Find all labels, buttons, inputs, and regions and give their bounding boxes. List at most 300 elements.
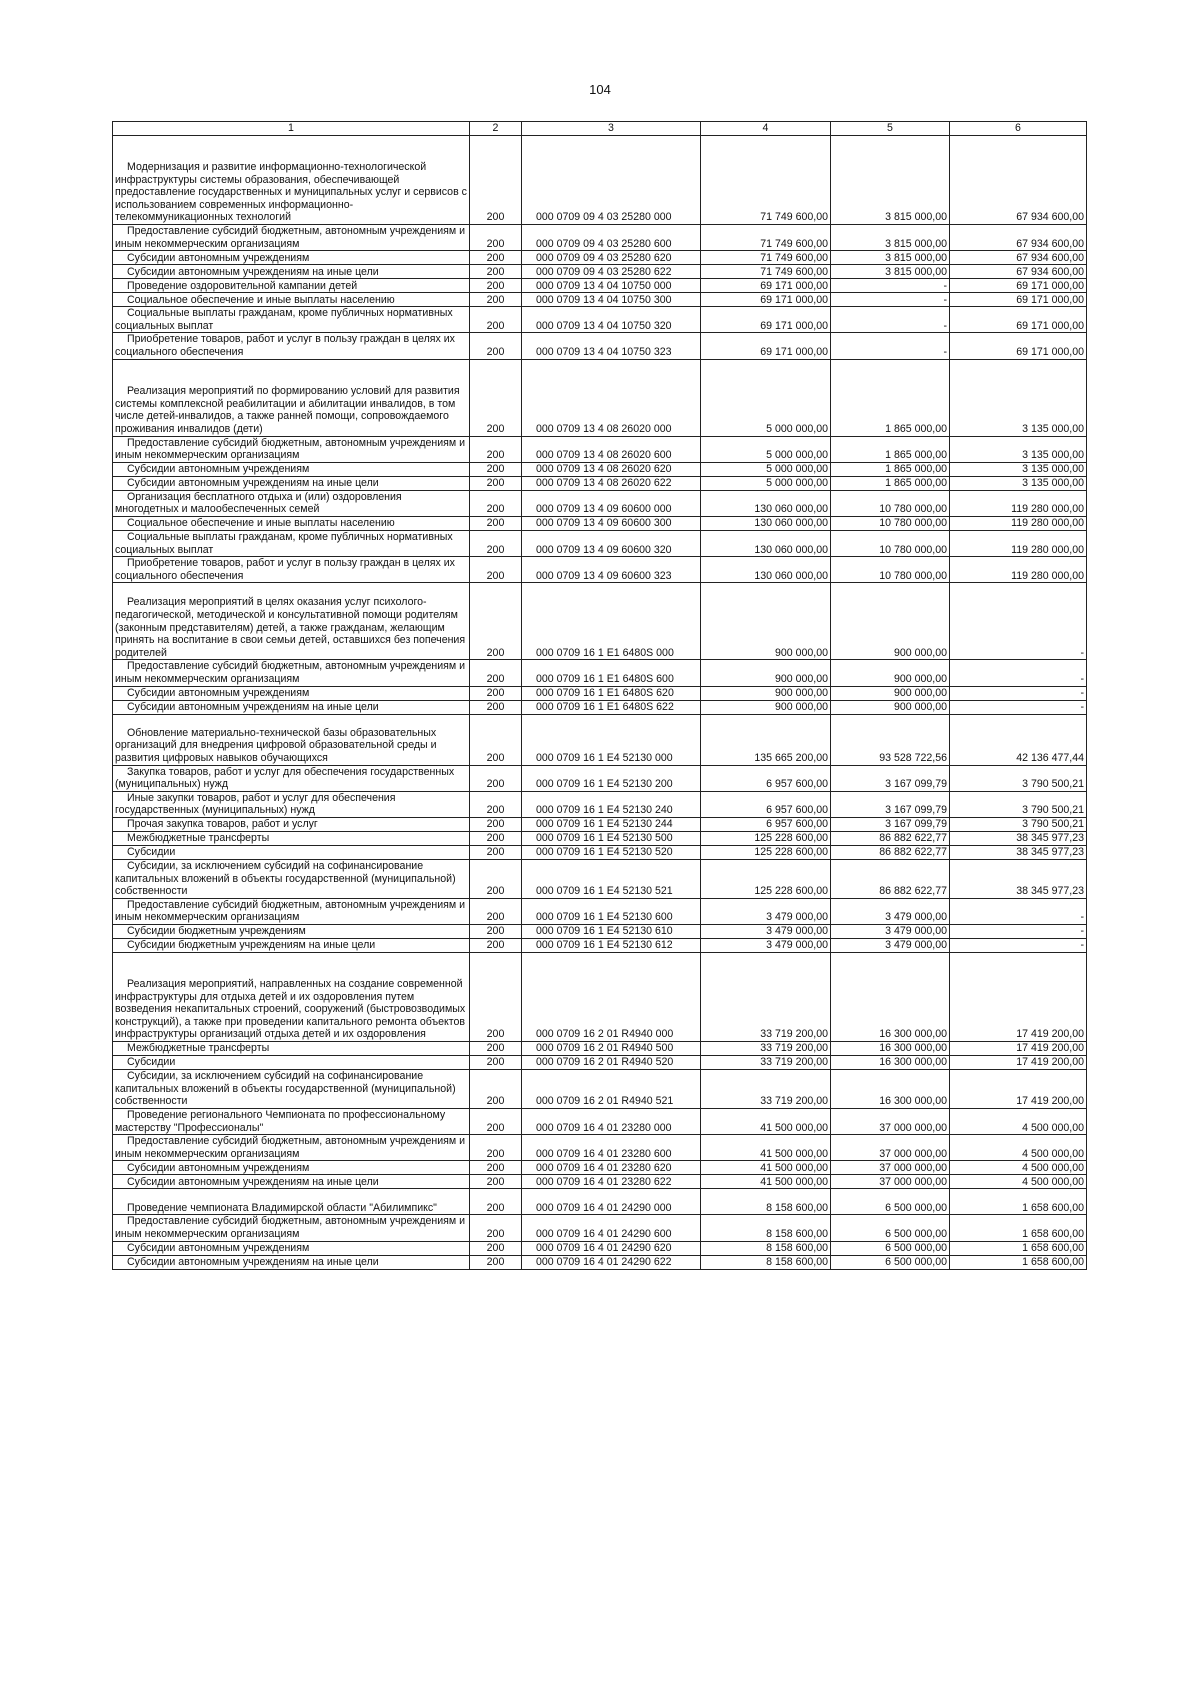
row-name-cell (113, 939, 470, 953)
row-name-cell (113, 1255, 470, 1269)
row-kbk-cell: 000 0709 16 2 01 R4940 521 (522, 1070, 701, 1109)
row-name-cell (113, 1056, 470, 1070)
table-row (113, 898, 1087, 924)
row-remainder-cell: - (950, 700, 1087, 714)
row-executed-cell: 1 865 000,00 (831, 462, 950, 476)
row-plan-cell: 135 665 200,00 (701, 714, 831, 765)
row-code-cell: 200 (470, 700, 522, 714)
row-executed-cell: 3 479 000,00 (831, 898, 950, 924)
row-name-text: Субсидии бюджетным учреждениям на иные цели (127, 939, 376, 952)
row-code-cell: 200 (470, 333, 522, 359)
table-row (113, 293, 1087, 307)
row-plan-cell: 125 228 600,00 (701, 845, 831, 859)
row-plan-cell: 5 000 000,00 (701, 476, 831, 490)
table-row (113, 845, 1087, 859)
row-name-cell (113, 953, 470, 1042)
row-name-cell (113, 1215, 470, 1241)
row-executed-cell: 3 479 000,00 (831, 939, 950, 953)
row-name-cell (113, 859, 470, 898)
table-row (113, 700, 1087, 714)
row-kbk-cell: 000 0709 16 2 01 R4940 520 (522, 1056, 701, 1070)
table-row (113, 307, 1087, 333)
row-kbk-cell: 000 0709 16 4 01 23280 620 (522, 1161, 701, 1175)
table-row (113, 925, 1087, 939)
row-code-cell: 200 (470, 925, 522, 939)
row-name-text: Субсидии бюджетным учреждениям (127, 925, 306, 938)
table-row (113, 1215, 1087, 1241)
row-code-cell: 200 (470, 225, 522, 251)
row-code-cell: 200 (470, 660, 522, 686)
row-remainder-cell: 17 419 200,00 (950, 1056, 1087, 1070)
row-remainder-cell: 1 658 600,00 (950, 1215, 1087, 1241)
row-executed-cell: 900 000,00 (831, 700, 950, 714)
row-kbk-cell: 000 0709 16 1 E4 52130 520 (522, 845, 701, 859)
row-remainder-cell: 67 934 600,00 (950, 136, 1087, 225)
row-kbk-cell: 000 0709 16 2 01 R4940 000 (522, 953, 701, 1042)
table-row (113, 1042, 1087, 1056)
row-plan-cell: 6 957 600,00 (701, 765, 831, 791)
row-name-cell (113, 898, 470, 924)
row-kbk-cell: 000 0709 16 1 E4 52130 610 (522, 925, 701, 939)
row-name-text: Приобретение товаров, работ и услуг в пользу граждан в целях их социального обеспечения (115, 557, 455, 582)
row-code-cell: 200 (470, 251, 522, 265)
row-kbk-cell: 000 0709 16 4 01 24290 600 (522, 1215, 701, 1241)
row-name-cell (113, 462, 470, 476)
row-kbk-cell: 000 0709 16 1 E1 6480S 622 (522, 700, 701, 714)
row-remainder-cell: 69 171 000,00 (950, 279, 1087, 293)
row-plan-cell: 900 000,00 (701, 700, 831, 714)
row-name-text: Субсидии автономным учреждениям на иные цели (127, 477, 379, 490)
table-row (113, 1056, 1087, 1070)
row-executed-cell: 16 300 000,00 (831, 953, 950, 1042)
row-name-cell (113, 583, 470, 660)
row-remainder-cell: - (950, 925, 1087, 939)
row-name-text: Социальные выплаты гражданам, кроме публичных нормативных социальных выплат (115, 530, 453, 556)
row-code-cell: 200 (470, 1189, 522, 1215)
row-code-cell: 200 (470, 293, 522, 307)
row-remainder-cell: 1 658 600,00 (950, 1241, 1087, 1255)
row-remainder-cell: 69 171 000,00 (950, 293, 1087, 307)
row-remainder-cell: 3 135 000,00 (950, 476, 1087, 490)
row-name-cell (113, 660, 470, 686)
row-name-cell (113, 1109, 470, 1135)
row-executed-cell: 37 000 000,00 (831, 1109, 950, 1135)
row-name-cell (113, 279, 470, 293)
row-kbk-cell: 000 0709 13 4 08 26020 000 (522, 359, 701, 436)
row-kbk-cell: 000 0709 13 4 09 60600 000 (522, 490, 701, 516)
row-plan-cell: 3 479 000,00 (701, 925, 831, 939)
row-remainder-cell: 69 171 000,00 (950, 333, 1087, 359)
row-executed-cell: 6 500 000,00 (831, 1241, 950, 1255)
row-name-text: Субсидии автономным учреждениям (127, 1242, 310, 1255)
row-name-cell (113, 476, 470, 490)
row-executed-cell: 16 300 000,00 (831, 1056, 950, 1070)
row-name-cell (113, 1241, 470, 1255)
table-row (113, 279, 1087, 293)
row-code-cell: 200 (470, 359, 522, 436)
row-plan-cell: 5 000 000,00 (701, 462, 831, 476)
row-kbk-cell: 000 0709 13 4 09 60600 300 (522, 516, 701, 530)
row-remainder-cell: - (950, 686, 1087, 700)
table-row (113, 436, 1087, 462)
row-name-text: Предоставление субсидий бюджетным, автономным учреждениям и иным некоммерческим организациям (115, 1215, 466, 1241)
row-remainder-cell: 3 135 000,00 (950, 359, 1087, 436)
row-code-cell: 200 (470, 530, 522, 556)
row-kbk-cell: 000 0709 09 4 03 25280 620 (522, 251, 701, 265)
column-header: 3 (522, 122, 701, 136)
row-executed-cell: 86 882 622,77 (831, 845, 950, 859)
row-executed-cell: 3 815 000,00 (831, 136, 950, 225)
column-header: 5 (831, 122, 950, 136)
row-code-cell: 200 (470, 939, 522, 953)
row-plan-cell: 69 171 000,00 (701, 307, 831, 333)
row-executed-cell: 6 500 000,00 (831, 1255, 950, 1269)
row-remainder-cell: 3 135 000,00 (950, 462, 1087, 476)
row-remainder-cell: 67 934 600,00 (950, 225, 1087, 251)
row-name-cell (113, 925, 470, 939)
row-remainder-cell: 4 500 000,00 (950, 1175, 1087, 1189)
row-kbk-cell: 000 0709 13 4 04 10750 320 (522, 307, 701, 333)
row-kbk-cell: 000 0709 13 4 04 10750 300 (522, 293, 701, 307)
row-code-cell: 200 (470, 490, 522, 516)
row-name-text: Проведение регионального Чемпионата по профессиональному мастерству "Профессионалы" (115, 1109, 446, 1134)
row-name-text: Субсидии автономным учреждениям (127, 463, 310, 476)
row-kbk-cell: 000 0709 13 4 08 26020 600 (522, 436, 701, 462)
row-name-text: Субсидии автономным учреждениям на иные цели (127, 1256, 379, 1269)
row-executed-cell: 10 780 000,00 (831, 490, 950, 516)
table-row (113, 1175, 1087, 1189)
table-row (113, 686, 1087, 700)
row-name-text: Проведение оздоровительной кампании детей (127, 279, 358, 292)
row-kbk-cell: 000 0709 16 4 01 23280 000 (522, 1109, 701, 1135)
row-remainder-cell: 17 419 200,00 (950, 953, 1087, 1042)
row-remainder-cell: 4 500 000,00 (950, 1161, 1087, 1175)
row-plan-cell: 71 749 600,00 (701, 251, 831, 265)
row-name-cell (113, 225, 470, 251)
row-plan-cell: 900 000,00 (701, 686, 831, 700)
table-row (113, 490, 1087, 516)
row-kbk-cell: 000 0709 13 4 09 60600 323 (522, 557, 701, 583)
row-name-cell (113, 700, 470, 714)
row-code-cell: 200 (470, 462, 522, 476)
column-header: 6 (950, 122, 1087, 136)
table-header-row (113, 122, 1087, 136)
row-name-text: Субсидии автономным учреждениям на иные цели (127, 700, 379, 713)
row-code-cell: 200 (470, 1056, 522, 1070)
row-executed-cell: - (831, 307, 950, 333)
table-row (113, 359, 1087, 436)
row-name-text: Субсидии автономным учреждениям (127, 251, 310, 264)
table-row (113, 765, 1087, 791)
table-row (113, 516, 1087, 530)
row-executed-cell: 16 300 000,00 (831, 1070, 950, 1109)
row-remainder-cell: 38 345 977,23 (950, 845, 1087, 859)
row-code-cell: 200 (470, 817, 522, 831)
row-plan-cell: 33 719 200,00 (701, 1056, 831, 1070)
row-code-cell: 200 (470, 476, 522, 490)
row-code-cell: 200 (470, 583, 522, 660)
row-name-text: Организация бесплатного отдыха и (или) оздоровления многодетных и малообеспеченных семей (115, 490, 402, 516)
row-plan-cell: 69 171 000,00 (701, 279, 831, 293)
row-plan-cell: 8 158 600,00 (701, 1241, 831, 1255)
row-executed-cell: 37 000 000,00 (831, 1135, 950, 1161)
row-code-cell: 200 (470, 791, 522, 817)
row-remainder-cell: 3 790 500,21 (950, 765, 1087, 791)
row-kbk-cell: 000 0709 16 1 E4 52130 600 (522, 898, 701, 924)
row-name-cell (113, 1161, 470, 1175)
column-header: 1 (113, 122, 470, 136)
row-remainder-cell: 38 345 977,23 (950, 831, 1087, 845)
row-plan-cell: 33 719 200,00 (701, 1070, 831, 1109)
row-kbk-cell: 000 0709 16 2 01 R4940 500 (522, 1042, 701, 1056)
row-name-text: Субсидии, за исключением субсидий на софинансирование капитальных вложений в объекты государственной (муниципальной) собственности (115, 860, 456, 898)
row-plan-cell: 130 060 000,00 (701, 557, 831, 583)
row-kbk-cell: 000 0709 16 1 E4 52130 521 (522, 859, 701, 898)
row-plan-cell: 130 060 000,00 (701, 516, 831, 530)
row-kbk-cell: 000 0709 16 4 01 23280 622 (522, 1175, 701, 1189)
row-name-cell (113, 265, 470, 279)
row-kbk-cell: 000 0709 16 4 01 24290 622 (522, 1255, 701, 1269)
row-name-cell (113, 359, 470, 436)
row-executed-cell: 6 500 000,00 (831, 1189, 950, 1215)
column-header: 4 (701, 122, 831, 136)
row-code-cell: 200 (470, 686, 522, 700)
row-remainder-cell: 17 419 200,00 (950, 1070, 1087, 1109)
row-plan-cell: 130 060 000,00 (701, 490, 831, 516)
table-row (113, 265, 1087, 279)
row-name-text: Проведение чемпионата Владимирской области "Абилимпикс" (127, 1201, 437, 1214)
row-plan-cell: 5 000 000,00 (701, 436, 831, 462)
row-plan-cell: 5 000 000,00 (701, 359, 831, 436)
row-name-text: Межбюджетные трансферты (127, 1042, 270, 1055)
row-executed-cell: 10 780 000,00 (831, 530, 950, 556)
row-name-text: Закупка товаров, работ и услуг для обеспечения государственных (муниципальных) нужд (115, 765, 455, 791)
row-kbk-cell: 000 0709 13 4 09 60600 320 (522, 530, 701, 556)
row-name-cell (113, 686, 470, 700)
row-executed-cell: 3 815 000,00 (831, 251, 950, 265)
row-name-text: Модернизация и развитие информационно-технологической инфраструктуры системы образования, обеспечивающей предоставление государственных и муниципальных услуг и сервисов с использованием современных информационно-телекоммуникационных технологий (115, 161, 467, 224)
table-row (113, 714, 1087, 765)
row-code-cell: 200 (470, 279, 522, 293)
row-name-text: Реализация мероприятий по формированию условий для развития системы комплексной реабилитации и абилитации инвалидов, в том числе детей-инвалидов, а также ранней помощи, сопровождаемого проживания инвалидов (дети) (115, 385, 460, 435)
table-row (113, 251, 1087, 265)
row-plan-cell: 3 479 000,00 (701, 939, 831, 953)
row-plan-cell: 41 500 000,00 (701, 1109, 831, 1135)
row-name-text: Приобретение товаров, работ и услуг в пользу граждан в целях их социального обеспечения (115, 333, 455, 358)
row-code-cell: 200 (470, 1175, 522, 1189)
table-row (113, 1161, 1087, 1175)
row-code-cell: 200 (470, 1255, 522, 1269)
row-code-cell: 200 (470, 1070, 522, 1109)
table-row (113, 817, 1087, 831)
row-name-text: Социальное обеспечение и иные выплаты населению (127, 517, 395, 530)
row-code-cell: 200 (470, 265, 522, 279)
row-remainder-cell: 3 790 500,21 (950, 817, 1087, 831)
row-remainder-cell: 69 171 000,00 (950, 307, 1087, 333)
table-row (113, 1241, 1087, 1255)
row-code-cell: 200 (470, 1161, 522, 1175)
row-kbk-cell: 000 0709 09 4 03 25280 622 (522, 265, 701, 279)
row-remainder-cell: 4 500 000,00 (950, 1135, 1087, 1161)
row-kbk-cell: 000 0709 16 1 E4 52130 000 (522, 714, 701, 765)
row-name-text: Предоставление субсидий бюджетным, автономным учреждениям и иным некоммерческим организациям (115, 436, 466, 462)
row-executed-cell: 1 865 000,00 (831, 359, 950, 436)
row-remainder-cell: 119 280 000,00 (950, 490, 1087, 516)
row-name-text: Предоставление субсидий бюджетным, автономным учреждениям и иным некоммерческим организациям (115, 660, 466, 685)
row-plan-cell: 900 000,00 (701, 660, 831, 686)
row-name-cell (113, 333, 470, 359)
row-code-cell: 200 (470, 714, 522, 765)
row-name-text: Субсидии автономным учреждениям (127, 686, 310, 699)
table-row (113, 1135, 1087, 1161)
row-code-cell: 200 (470, 136, 522, 225)
row-name-cell (113, 1175, 470, 1189)
row-executed-cell: 900 000,00 (831, 583, 950, 660)
row-name-cell (113, 1135, 470, 1161)
row-code-cell: 200 (470, 516, 522, 530)
table-row (113, 953, 1087, 1042)
column-header: 2 (470, 122, 522, 136)
row-name-text: Субсидии (127, 1056, 176, 1069)
row-name-cell (113, 1189, 470, 1215)
row-executed-cell: 16 300 000,00 (831, 1042, 950, 1056)
row-name-text: Субсидии автономным учреждениям на иные цели (127, 265, 379, 278)
row-executed-cell: - (831, 279, 950, 293)
row-plan-cell: 3 479 000,00 (701, 898, 831, 924)
row-name-cell (113, 490, 470, 516)
row-code-cell: 200 (470, 1135, 522, 1161)
row-plan-cell: 69 171 000,00 (701, 293, 831, 307)
row-plan-cell: 6 957 600,00 (701, 791, 831, 817)
row-remainder-cell: 3 790 500,21 (950, 791, 1087, 817)
row-executed-cell: 3 815 000,00 (831, 225, 950, 251)
row-plan-cell: 71 749 600,00 (701, 225, 831, 251)
budget-table (112, 121, 1087, 1270)
row-executed-cell: 37 000 000,00 (831, 1161, 950, 1175)
table-row (113, 1070, 1087, 1109)
row-name-cell (113, 831, 470, 845)
row-remainder-cell: - (950, 660, 1087, 686)
table-row (113, 859, 1087, 898)
row-kbk-cell: 000 0709 16 1 E1 6480S 620 (522, 686, 701, 700)
row-plan-cell: 8 158 600,00 (701, 1255, 831, 1269)
row-kbk-cell: 000 0709 13 4 08 26020 622 (522, 476, 701, 490)
row-name-cell (113, 516, 470, 530)
row-remainder-cell: 4 500 000,00 (950, 1109, 1087, 1135)
row-executed-cell: 86 882 622,77 (831, 831, 950, 845)
row-code-cell: 200 (470, 831, 522, 845)
table-row (113, 791, 1087, 817)
row-kbk-cell: 000 0709 13 4 04 10750 000 (522, 279, 701, 293)
row-plan-cell: 125 228 600,00 (701, 859, 831, 898)
row-plan-cell: 69 171 000,00 (701, 333, 831, 359)
row-name-cell (113, 817, 470, 831)
row-kbk-cell: 000 0709 16 1 E4 52130 240 (522, 791, 701, 817)
row-kbk-cell: 000 0709 16 1 E4 52130 244 (522, 817, 701, 831)
row-executed-cell: 37 000 000,00 (831, 1175, 950, 1189)
row-code-cell: 200 (470, 1042, 522, 1056)
row-executed-cell: 93 528 722,56 (831, 714, 950, 765)
row-code-cell: 200 (470, 953, 522, 1042)
row-executed-cell: 900 000,00 (831, 660, 950, 686)
table-row (113, 136, 1087, 225)
row-name-text: Предоставление субсидий бюджетным, автономным учреждениям и иным некоммерческим организациям (115, 1135, 466, 1160)
row-name-text: Иные закупки товаров, работ и услуг для обеспечения государственных (муниципальных) нужд (115, 791, 396, 817)
table-row (113, 462, 1087, 476)
row-plan-cell: 41 500 000,00 (701, 1135, 831, 1161)
row-executed-cell: 10 780 000,00 (831, 516, 950, 530)
row-plan-cell: 41 500 000,00 (701, 1161, 831, 1175)
row-kbk-cell: 000 0709 16 1 E4 52130 200 (522, 765, 701, 791)
row-name-cell (113, 845, 470, 859)
row-remainder-cell: 17 419 200,00 (950, 1042, 1087, 1056)
row-name-cell (113, 530, 470, 556)
row-code-cell: 200 (470, 307, 522, 333)
row-remainder-cell: 67 934 600,00 (950, 265, 1087, 279)
row-name-cell (113, 557, 470, 583)
row-name-cell (113, 1070, 470, 1109)
table-row (113, 476, 1087, 490)
table-row (113, 1189, 1087, 1215)
row-code-cell: 200 (470, 859, 522, 898)
row-kbk-cell: 000 0709 16 1 E1 6480S 000 (522, 583, 701, 660)
row-name-cell (113, 714, 470, 765)
row-plan-cell: 33 719 200,00 (701, 953, 831, 1042)
row-executed-cell: 900 000,00 (831, 686, 950, 700)
row-remainder-cell: - (950, 939, 1087, 953)
row-plan-cell: 8 158 600,00 (701, 1215, 831, 1241)
table-row (113, 831, 1087, 845)
row-name-text: Социальные выплаты гражданам, кроме публичных нормативных социальных выплат (115, 307, 453, 332)
row-executed-cell: - (831, 293, 950, 307)
row-executed-cell: 6 500 000,00 (831, 1215, 950, 1241)
row-kbk-cell: 000 0709 16 4 01 24290 000 (522, 1189, 701, 1215)
table-row (113, 1109, 1087, 1135)
row-remainder-cell: 1 658 600,00 (950, 1255, 1087, 1269)
row-executed-cell: 3 815 000,00 (831, 265, 950, 279)
row-kbk-cell: 000 0709 16 1 E4 52130 612 (522, 939, 701, 953)
row-name-cell (113, 436, 470, 462)
row-name-text: Предоставление субсидий бюджетным, автономным учреждениям и иным некоммерческим организациям (115, 898, 466, 924)
table-row (113, 583, 1087, 660)
row-executed-cell: 3 167 099,79 (831, 791, 950, 817)
row-remainder-cell: 1 658 600,00 (950, 1189, 1087, 1215)
row-plan-cell: 33 719 200,00 (701, 1042, 831, 1056)
row-name-text: Межбюджетные трансферты (127, 832, 270, 845)
row-executed-cell: 3 167 099,79 (831, 765, 950, 791)
table-row (113, 333, 1087, 359)
row-name-text: Социальное обеспечение и иные выплаты населению (127, 293, 395, 306)
row-executed-cell: - (831, 333, 950, 359)
row-name-text: Обновление материально-технической базы образовательных организаций для внедрения цифровой образовательной среды и развития цифровых навыков обучающихся (115, 726, 437, 764)
row-name-text: Субсидии автономным учреждениям (127, 1161, 310, 1174)
row-name-cell (113, 293, 470, 307)
row-kbk-cell: 000 0709 16 1 E4 52130 500 (522, 831, 701, 845)
row-remainder-cell: 38 345 977,23 (950, 859, 1087, 898)
row-name-text: Субсидии, за исключением субсидий на софинансирование капитальных вложений в объекты государственной (муниципальной) собственности (115, 1070, 456, 1108)
row-executed-cell: 3 167 099,79 (831, 817, 950, 831)
row-kbk-cell: 000 0709 16 4 01 24290 620 (522, 1241, 701, 1255)
row-plan-cell: 900 000,00 (701, 583, 831, 660)
row-kbk-cell: 000 0709 13 4 04 10750 323 (522, 333, 701, 359)
row-code-cell: 200 (470, 1241, 522, 1255)
row-remainder-cell: 119 280 000,00 (950, 516, 1087, 530)
row-name-text: Реализация мероприятий в целях оказания услуг психолого-педагогической, методической и консультативной помощи родителям (законным представителям) детей, а также гражданам, желающим принять на воспитание в свои семьи детей, оставшихся без попечения родителей (115, 596, 466, 659)
row-code-cell: 200 (470, 1109, 522, 1135)
row-remainder-cell: 42 136 477,44 (950, 714, 1087, 765)
row-remainder-cell: 119 280 000,00 (950, 557, 1087, 583)
row-code-cell: 200 (470, 765, 522, 791)
